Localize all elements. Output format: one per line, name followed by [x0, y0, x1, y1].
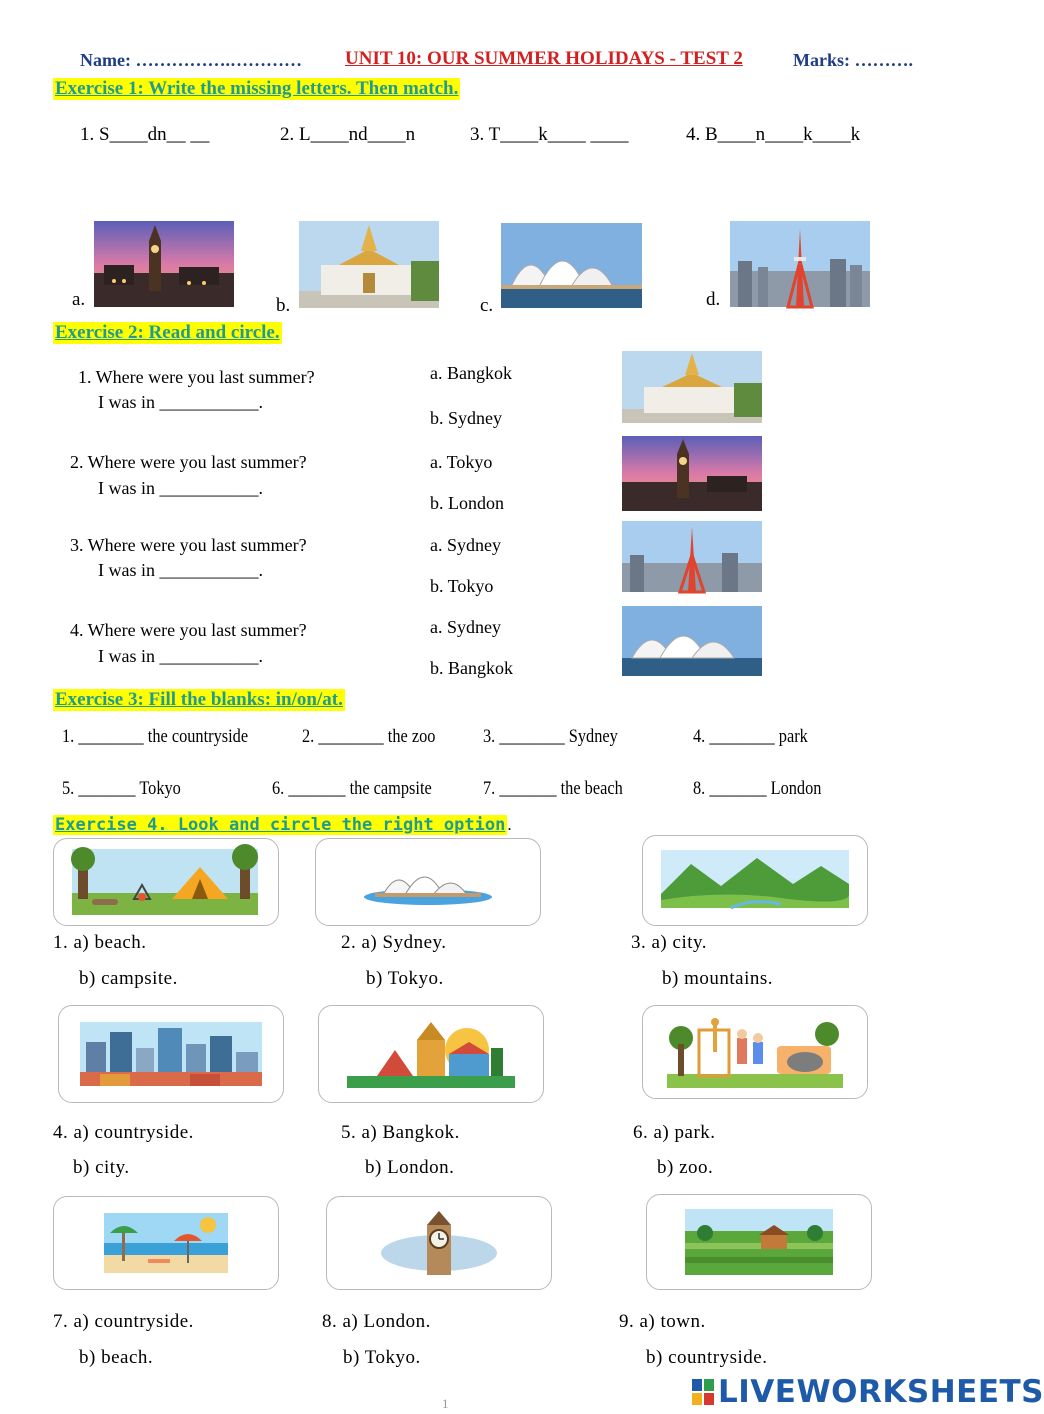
- ex1-item-3[interactable]: 3. T____k____ ____: [470, 124, 629, 145]
- ex3-item-6[interactable]: 6. _______ the campsite: [272, 778, 432, 799]
- city-illustration[interactable]: [80, 1022, 262, 1086]
- ex4-option-4b[interactable]: b) city.: [73, 1157, 130, 1178]
- ex4-option-3a[interactable]: 3. a) city.: [631, 932, 708, 953]
- tokyo-tower-photo: [622, 521, 762, 592]
- picture-card-7: [53, 1196, 279, 1290]
- page-number: 1: [442, 1396, 449, 1411]
- ex1-item-1[interactable]: 1. S____dn__ __: [80, 124, 210, 145]
- ex4-option-9a[interactable]: 9. a) town.: [619, 1311, 706, 1332]
- sydney-opera-house-photo: [622, 606, 762, 676]
- picture-card-5: [318, 1005, 544, 1103]
- ex4-option-7a[interactable]: 7. a) countryside.: [53, 1311, 194, 1332]
- ex2-option-2a[interactable]: a. Tokyo: [430, 452, 493, 472]
- zoo-illustration[interactable]: [667, 1016, 843, 1088]
- liveworksheets-badge-icon: [692, 1379, 714, 1405]
- ex2-question-3: 3. Where were you last summer?: [70, 535, 307, 555]
- bangkok-temple-photo[interactable]: [299, 221, 439, 308]
- ex3-item-5[interactable]: 5. _______ Tokyo: [62, 778, 181, 799]
- ex4-option-6a[interactable]: 6. a) park.: [633, 1122, 716, 1143]
- ex2-answer-blank-2[interactable]: I was in ___________.: [98, 478, 263, 498]
- ex1-picture-label-c: c.: [480, 295, 494, 316]
- ex2-option-4b[interactable]: b. Bangkok: [430, 658, 513, 678]
- ex4-option-2a[interactable]: 2. a) Sydney.: [341, 932, 447, 953]
- ex3-item-2[interactable]: 2. ________ the zoo: [302, 726, 436, 747]
- ex4-option-9b[interactable]: b) countryside.: [646, 1347, 768, 1368]
- marks-field-label: Marks: ……….: [793, 50, 913, 70]
- ex4-option-6b[interactable]: b) zoo.: [657, 1157, 714, 1178]
- ex2-option-3a[interactable]: a. Sydney: [430, 535, 501, 555]
- ex2-answer-blank-3[interactable]: I was in ___________.: [98, 560, 263, 580]
- ex4-option-8a[interactable]: 8. a) London.: [322, 1311, 431, 1332]
- bangkok-illustration[interactable]: [347, 1020, 515, 1088]
- sydney-opera-house-photo[interactable]: [501, 223, 642, 308]
- ex2-question-4: 4. Where were you last summer?: [70, 620, 307, 640]
- ex4-option-5a[interactable]: 5. a) Bangkok.: [341, 1122, 460, 1143]
- ex4-option-7b[interactable]: b) beach.: [79, 1347, 154, 1368]
- ex2-answer-blank-4[interactable]: I was in ___________.: [98, 646, 263, 666]
- ex4-option-3b[interactable]: b) mountains.: [662, 968, 773, 989]
- picture-card-6: [642, 1005, 868, 1099]
- big-ben-illustration[interactable]: [379, 1211, 499, 1275]
- worksheet-title: UNIT 10: OUR SUMMER HOLIDAYS - TEST 2: [345, 48, 743, 69]
- ex3-item-3[interactable]: 3. ________ Sydney: [483, 726, 618, 747]
- ex4-option-5b[interactable]: b) London.: [365, 1157, 455, 1178]
- tokyo-tower-photo[interactable]: [730, 221, 870, 307]
- exercise-4-heading: Exercise 4. Look and circle the right option: [55, 815, 506, 835]
- exercise-4-heading-row: [53, 814, 512, 836]
- ex1-picture-label-b: b.: [276, 295, 291, 316]
- sydney-opera-house-illustration[interactable]: [361, 857, 495, 909]
- countryside-illustration[interactable]: [685, 1209, 833, 1275]
- exercise-1-heading: Exercise 1: Write the missing letters. Then match.: [55, 78, 459, 99]
- ex3-item-1[interactable]: 1. ________ the countryside: [62, 726, 249, 747]
- exercise-2-heading: Exercise 2: Read and circle.: [55, 322, 280, 343]
- liveworksheets-logo[interactable]: [692, 1374, 1044, 1410]
- london-big-ben-photo[interactable]: [94, 221, 234, 307]
- picture-card-8: [326, 1196, 552, 1290]
- picture-card-9: [646, 1194, 872, 1290]
- ex3-item-4[interactable]: 4. ________ park: [693, 726, 808, 747]
- ex1-picture-label-a: a.: [72, 289, 86, 310]
- ex2-option-4a[interactable]: a. Sydney: [430, 617, 501, 637]
- ex4-option-8b[interactable]: b) Tokyo.: [343, 1347, 421, 1368]
- ex2-question-2: 2. Where were you last summer?: [70, 452, 307, 472]
- bangkok-temple-photo: [622, 351, 762, 423]
- ex2-question-1: 1. Where were you last summer?: [78, 367, 315, 387]
- ex1-item-4[interactable]: 4. B____n____k____k: [686, 124, 861, 145]
- ex3-item-8[interactable]: 8. _______ London: [693, 778, 822, 799]
- ex4-option-1a[interactable]: 1. a) beach.: [53, 932, 147, 953]
- london-big-ben-photo: [622, 436, 762, 511]
- ex4-option-1b[interactable]: b) campsite.: [79, 968, 178, 989]
- exercise-3-heading: Exercise 3: Fill the blanks: in/on/at.: [55, 689, 343, 710]
- ex2-option-1a[interactable]: a. Bangkok: [430, 363, 512, 383]
- name-field-label: Name: …………….…………: [80, 50, 302, 70]
- ex4-option-2b[interactable]: b) Tokyo.: [366, 968, 444, 989]
- beach-illustration[interactable]: [104, 1213, 228, 1273]
- liveworksheets-wordmark: LIVEWORKSHEETS: [718, 1374, 1044, 1410]
- ex2-option-1b[interactable]: b. Sydney: [430, 408, 502, 428]
- picture-card-2: [315, 838, 541, 926]
- ex1-picture-label-d: d.: [706, 289, 721, 310]
- picture-card-3: [642, 835, 868, 926]
- ex2-option-2b[interactable]: b. London: [430, 493, 504, 513]
- worksheet-header: [0, 48, 1000, 72]
- exercise-4-heading-period: .: [507, 815, 512, 834]
- mountains-illustration[interactable]: [661, 850, 849, 908]
- picture-card-1: [53, 838, 279, 926]
- picture-card-4: [58, 1005, 284, 1103]
- campsite-illustration[interactable]: [72, 849, 258, 915]
- ex1-item-2[interactable]: 2. L____nd____n: [280, 124, 416, 145]
- ex2-answer-blank-1[interactable]: I was in ___________.: [98, 392, 263, 412]
- ex2-option-3b[interactable]: b. Tokyo: [430, 576, 494, 596]
- ex3-item-7[interactable]: 7. _______ the beach: [483, 778, 623, 799]
- ex4-option-4a[interactable]: 4. a) countryside.: [53, 1122, 194, 1143]
